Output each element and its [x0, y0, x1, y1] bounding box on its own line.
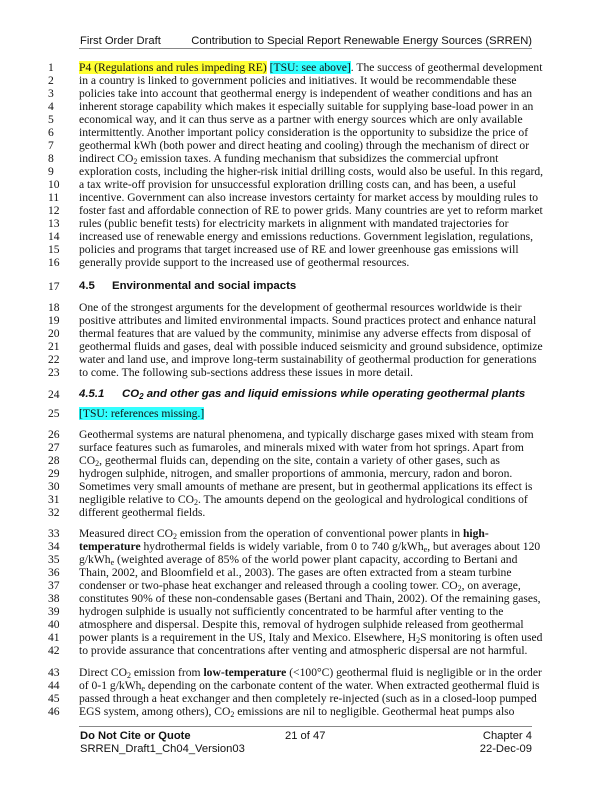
text-line: $CO_2$, geothermal fluids can, depending on the site, contain a variety of other gases, such as [79, 454, 500, 468]
footer-filename: SRREN_Draft1_Ch04_Version03 [80, 743, 245, 755]
section-title: Environmental and social impacts [112, 280, 297, 292]
line-number: 30 [48, 480, 60, 493]
line-number: 27 [48, 441, 60, 454]
line-number: 32 [48, 506, 60, 519]
text-line: Direct $CO_2$ emission from low-temperature (<100°C) geothermal fluid is negligible or in the order [79, 666, 542, 680]
text-line: g/kWh$_e$ (weighted average of 85% of the world power plant capacity, according to Bertani and [79, 553, 518, 567]
header-report-title: Contribution to Special Report Renewable Energy Sources (SRREN) [191, 35, 532, 47]
line-number: 15 [48, 243, 60, 256]
line-number: 33 [48, 527, 60, 540]
text-line: passed through a heat exchanger and then completely re-injected (such as in a closed-loop pumped [79, 692, 537, 705]
text-line: power plants is a requirement in the US, Italy and Mexico. Elsewhere, $H_2S$ monitoring is often used [79, 631, 543, 645]
text-line: atmosphere and dispersal. Despite this, removal of hydrogen sulphide released from geothermal [79, 618, 524, 631]
line-number: 5 [48, 113, 54, 126]
line-number: 12 [48, 204, 60, 217]
text-line: Geothermal systems are natural phenomena, and typically discharge gases mixed with steam from [79, 428, 534, 441]
text-line: of 0-1 g/kWh$_e$ depending on the carbonate content of the water. When extracted geothermal fluid is [79, 679, 540, 693]
line-number: 7 [48, 139, 54, 152]
line-number: 11 [48, 191, 60, 204]
text-line: foster fast and affordable connection of RE to power grids. Many countries are yet to reform market [79, 204, 543, 217]
section-heading-4-5-1: 4.5.1 $CO_2$ and other gas and liquid emissions while operating geothermal plants [79, 388, 526, 401]
line-number: 20 [48, 327, 60, 340]
line-number: 29 [48, 467, 60, 480]
line-number: 42 [48, 644, 60, 657]
text-line: geothermal kWh (both power and direct heating and cooling) through the mechanism of direct or [79, 139, 530, 152]
text-line: in a country is linked to government policies and initiatives. It would be recommendable these [79, 74, 517, 87]
text-line: indirect $CO_2$ emission taxes. A funding mechanism that subsidizes the commercial upfront [79, 152, 499, 166]
text-line: incentive. Government can also increase investors certainty for market access by moulding rules to [79, 191, 539, 204]
line-number: 16 [48, 256, 60, 269]
line-number: 22 [48, 353, 60, 366]
line-number: 46 [48, 705, 60, 718]
text-line: temperature hydrothermal fields is widely variable, from 0 to 740 g/kWh$_e$, but averages about 120 [79, 540, 541, 554]
line-number: 8 [48, 152, 54, 165]
text-line: negligible relative to $CO_2$. The amounts depend on the geological and hydrological conditions of [79, 493, 528, 507]
text-line: hydrogen sulphide, nitrogen, and smaller proportions of ammonia, mercury, radon and boron. [79, 467, 513, 480]
text-line: to provide assurance that concentrations after venting and atmospheric dispersal are not harmful. [79, 644, 528, 657]
text-line: rules (public benefit tests) for electricity markets in alignment with mandated trajectories for [79, 217, 509, 230]
footer-date: 22-Dec-09 [479, 743, 532, 755]
line-number: 39 [48, 605, 60, 618]
text-line: Sometimes very small amounts of methane are present, but in geothermal applications its effect is [79, 480, 533, 493]
line-number: 1 [48, 61, 54, 74]
line-number: 44 [48, 679, 60, 692]
text-line: surface features such as fumaroles, and minerals mixed with water from hot springs. Apart from [79, 441, 524, 454]
line-number: 23 [48, 366, 60, 379]
line-number: 19 [48, 314, 60, 327]
line-number: 14 [48, 230, 60, 243]
line-number: 21 [48, 340, 60, 353]
footer-chapter: Chapter 4 [482, 730, 532, 742]
text-line: policies and programs that target increased use of RE and lower greenhouse gas emissions will [79, 243, 519, 256]
line-number: 37 [48, 579, 60, 592]
line-number: 34 [48, 540, 60, 553]
text-line: geothermal fluids and gases, deal with possible induced seismicity and ground subsidence, optimize [79, 340, 543, 353]
text-line: Thain, 2002, and Bloomfield et al., 2003). The gases are often extracted from a steam turbine [79, 566, 512, 579]
text-line: a tax write-off provision for unsuccessful exploration drilling costs can, and has been, a useful [79, 178, 517, 191]
text-line: water and land use, and improve long-term sustainability of geothermal production for generations [79, 353, 537, 366]
line-number: 31 [48, 493, 60, 506]
line-number: 35 [48, 553, 60, 566]
text-line: constitutes 90% of these non-condensable gases (Bertani and Thain, 2002). Of the remaining gases, [79, 592, 541, 605]
section-heading-4-5 [79, 280, 539, 293]
page-header [79, 35, 532, 49]
line-number: 4 [48, 100, 54, 113]
line-number: 9 [48, 165, 54, 178]
line-number: 36 [48, 566, 60, 579]
line-number: 45 [48, 692, 60, 705]
line-number: 6 [48, 126, 54, 139]
footer-page-number: 21 of 47 [285, 730, 326, 742]
text-line: different geothermal fields. [79, 506, 206, 519]
line-number: 13 [48, 217, 60, 230]
text-line: hydrogen sulphide is usually not sufficiently concentrated to be harmful after venting to the [79, 605, 504, 618]
text-line: intermittently. Another important policy consideration is the opportunity to subsidize the price of [79, 126, 529, 139]
comment-highlight-p4: P4 (Regulations and rules impeding RE) [79, 61, 267, 74]
text-line: P4 (Regulations and rules impeding RE) [TSU: see above]. The success of geothermal development [79, 61, 543, 74]
text-line: thermal features that are valued by the community, minimise any adverse effects from disposal of [79, 327, 532, 340]
line-number: 43 [48, 666, 60, 679]
text-line: exploration costs, including the higher-risk initial drilling costs, would also be useful. In this regard, [79, 165, 544, 178]
text-line: economical way, and it can thus serve as a partner with energy sources which are only available [79, 113, 523, 126]
text-line: EGS system, among others), $CO_2$ emissions are nil to negligible. Geothermal heat pumps also [79, 705, 515, 719]
line-number: 24 [48, 388, 60, 401]
line-number: 2 [48, 74, 54, 87]
text-line: increased use of renewable energy and emissions reductions. Government legislation, regulations, [79, 230, 534, 243]
line-number: 3 [48, 87, 54, 100]
text-line: to come. The following sub-sections address these issues in more detail. [79, 366, 414, 379]
footer-do-not-cite: Do Not Cite or Quote [80, 730, 191, 742]
footer-rule [79, 726, 532, 727]
header-draft-label: First Order Draft [80, 35, 161, 47]
text-line: inherent storage capability which makes it especially suitable for supplying base-load power in an [79, 100, 534, 113]
line-number: 41 [48, 631, 60, 644]
section-number: 4.5 [79, 280, 95, 292]
text-line: generally provide support to the increased use of geothermal resources. [79, 256, 410, 269]
line-number: 38 [48, 592, 60, 605]
section-number: 4.5.1 [79, 388, 105, 400]
text-line: Measured direct $CO_2$ emission from the operation of conventional power plants in high- [79, 527, 489, 541]
text-line: policies take into account that geothermal energy is independent of weather conditions and has an [79, 87, 533, 100]
line-number: 17 [48, 280, 60, 293]
tsu-comment-highlight: [TSU: see above] [269, 61, 351, 74]
line-number: 18 [48, 301, 60, 314]
tsu-references-missing-highlight: [TSU: references missing.] [79, 407, 205, 420]
line-number: 26 [48, 428, 60, 441]
tsu-note-line [79, 407, 539, 420]
text-line: positive attributes and limited environmental impacts. Sound practices protect and enhance natural [79, 314, 537, 327]
line-number: 28 [48, 454, 60, 467]
line-number: 25 [48, 407, 60, 420]
line-number: 10 [48, 178, 60, 191]
text-line: condenser or two-phase heat exchanger and released through a cooling tower. $CO_2$, on average, [79, 579, 521, 593]
text-line: One of the strongest arguments for the development of geothermal resources worldwide is their [79, 301, 522, 314]
line-number: 40 [48, 618, 60, 631]
